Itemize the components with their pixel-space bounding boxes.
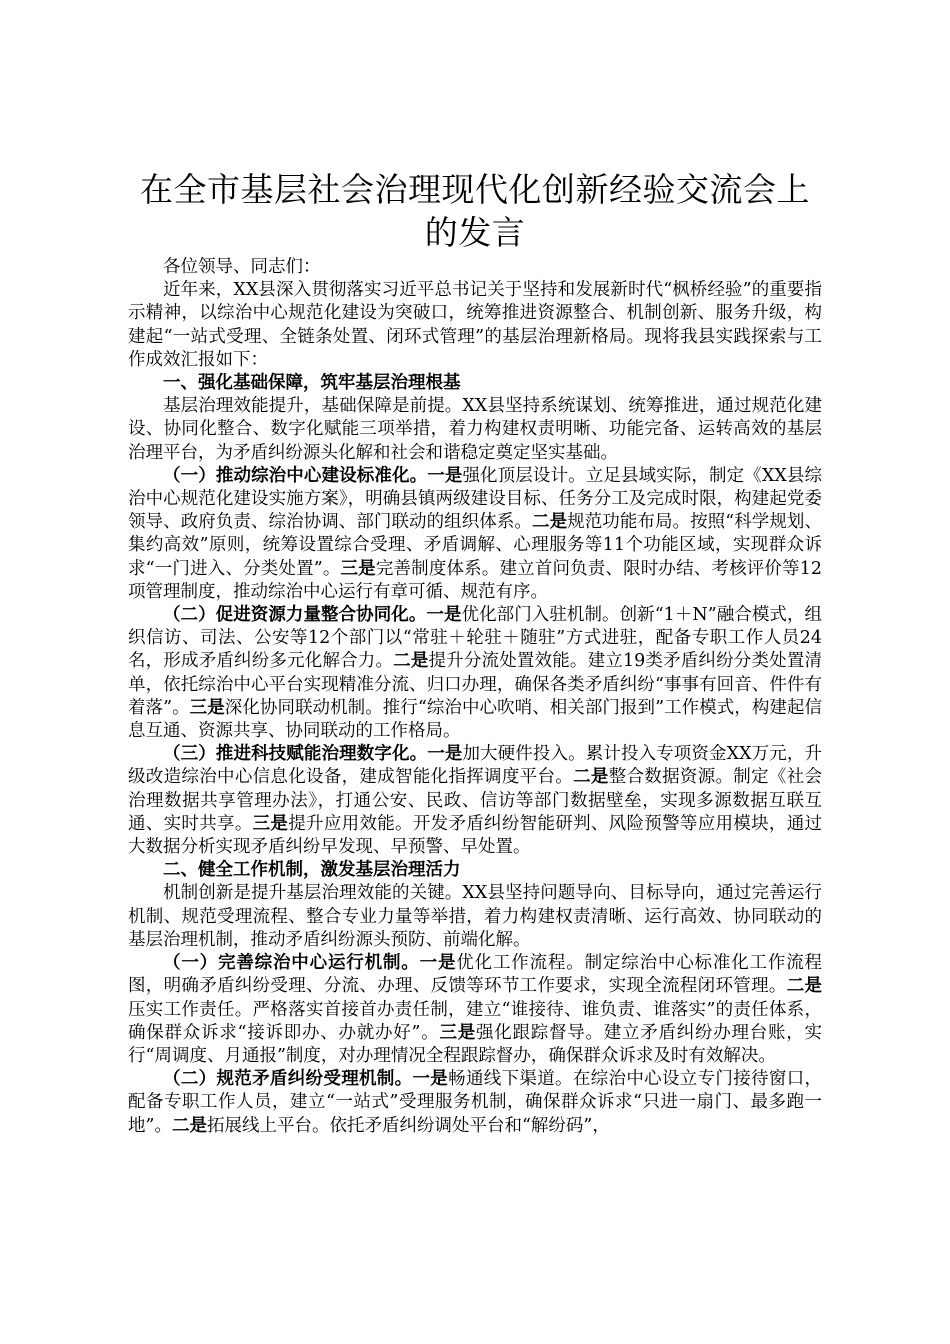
item-heading: （二）规范矛盾纠纷受理机制。 [163, 1069, 413, 1090]
document-title: 在全市基层社会治理现代化创新经验交流会上的发言 [140, 170, 810, 252]
point-marker: 一是 [426, 605, 462, 626]
section-2-lead: 机制创新是提升基层治理效能的关键。XX县坚持问题导向、目标导向，通过完善运行机制、规范受理流程、整合专业力量等举措，着力构建权责清晰、运行高效、协同联动的基层治理机制，推动矛盾纠纷源头预防、前端化解。 [128, 883, 822, 950]
point-text: 深化协同联动机制。推行“综治中心吹哨、相关部门报到”工作模式，构建起信息互通、资源共享、协同联动的工作格局。 [128, 697, 823, 742]
section-1-item-1 [128, 465, 822, 604]
section-2-item-2 [128, 1068, 822, 1138]
point-marker: 二是 [171, 1115, 207, 1136]
section-1-lead: 基层治理效能提升，基础保障是前提。XX县坚持系统谋划、统筹推进，通过规范化建设、协同化整合、数字化赋能三项举措，着力构建权责明晰、功能完备、运转高效的基层治理平台，为矛盾纠纷源头化解和社会和谐稳定奠定坚实基础。 [128, 396, 822, 463]
section-1-heading: 一、强化基础保障，筑牢基层治理根基 [163, 373, 461, 394]
item-heading: （一）完善综治中心运行机制。 [163, 953, 420, 974]
section-2-item-1 [128, 952, 822, 1068]
point-marker: 一是 [412, 1069, 449, 1090]
item-heading: （二）促进资源力量整合协同化。 [163, 605, 427, 626]
point-text: 提升分流处置效能。建立19类矛盾纠纷分类处置清单，依托综治中心平台实现精准分流、归口办理，确保各类矛盾纠纷“事事有回音、件件有着落”。 [128, 651, 822, 718]
point-marker: 一是 [419, 953, 457, 974]
point-text: 压实工作责任。严格落实首接首办责任制，建立“谁接待、谁负责、谁落实”的责任体系，确保群众诉求“接诉即办、办就办好”。 [128, 999, 822, 1043]
point-marker: 三是 [252, 813, 289, 834]
point-marker: 一是 [427, 744, 463, 765]
intro-paragraph: 近年来，XX县深入贯彻落实习近平总书记关于坚持和发展新时代“枫桥经验”的重要指示精神，以综治中心规范化建设为突破口，统筹推进资源整合、机制创新、服务升级，构建起“一站式受理、全链条处置、闭环式管理”的基层治理新格局。现将我县实践探索与工作成效汇报如下： [128, 280, 822, 370]
point-text: 优化工作流程。制定综治中心标准化工作流程图，明确矛盾纠纷受理、分流、办理、反馈等环节工作要求，实现全流程闭环管理。 [128, 953, 823, 997]
point-text: 完善制度体系。建立首问负责、限时办结、考核评价等12项管理制度，推动综治中心运行有章可循、规范有序。 [128, 558, 822, 602]
point-marker: 三是 [340, 558, 376, 579]
point-text: 强化顶层设计。立足县域实际，制定《XX县综治中心规范化建设实施方案》，明确县镇两级建设目标、任务分工及完成时限，构建起党委领导、政府负责、综治协调、部门联动的组织体系。 [128, 465, 823, 533]
item-heading: （三）推进科技赋能治理数字化。 [163, 744, 428, 765]
point-text: 提升应用效能。开发矛盾纠纷智能研判、风险预警等应用模块，通过大数据分析实现矛盾纠纷早发现、早预警、早处置。 [128, 813, 823, 858]
salutation: 各位领导、同志们： [163, 257, 321, 277]
point-marker: 一是 [427, 465, 463, 486]
point-text: 加大硬件投入。累计投入专项资金XX万元，升级改造综治中心信息化设备，建成智能化指挥调度平台。 [128, 744, 823, 788]
point-text: 强化跟踪督导。建立矛盾纠纷办理台账，实行“周调度、月通报”制度，对办理情况全程跟踪督办，确保群众诉求及时有效解决。 [128, 1022, 822, 1066]
point-marker: 三是 [189, 697, 225, 718]
point-marker: 二是 [532, 512, 568, 533]
point-text: 拓展线上平台。依托矛盾纠纷调处平台和“解纷码”， [206, 1115, 610, 1136]
point-text: 优化部门入驻机制。创新“1＋N”融合模式，组织信访、司法、公安等12个部门以“常驻＋轮驻＋随驻”方式进驻，配备专职工作人员24名，形成矛盾纠纷多元化解合力。 [128, 605, 823, 672]
point-marker: 二是 [786, 976, 823, 997]
point-marker: 三是 [439, 1022, 476, 1043]
section-1-item-3 [128, 743, 822, 859]
point-text: 整合数据资源。制定《社会治理数据共享管理办法》，打通公安、民政、信访等部门数据壁垒，实现多源数据互联互通、实时共享。 [128, 767, 823, 834]
point-text: 规范功能布局。按照“科学规划、集约高效”原则，统筹设置综合受理、矛盾调解、心理服务等11个功能区域，实现群众诉求“一门进入、分类处置”。 [128, 512, 823, 579]
section-1-item-2 [128, 604, 822, 743]
document-page [128, 168, 822, 1138]
section-2-heading: 二、健全工作机制，激发基层治理活力 [163, 860, 461, 881]
point-text: 畅通线下渠道。在综治中心设立专门接待窗口，配备专职工作人员，建立“一站式”受理服务机制，确保群众诉求“只进一扇门、最多跑一地”。 [128, 1069, 823, 1136]
item-heading: （一）推动综治中心建设标准化。 [163, 465, 428, 486]
point-marker: 二是 [393, 651, 429, 672]
point-marker: 二是 [573, 767, 609, 788]
